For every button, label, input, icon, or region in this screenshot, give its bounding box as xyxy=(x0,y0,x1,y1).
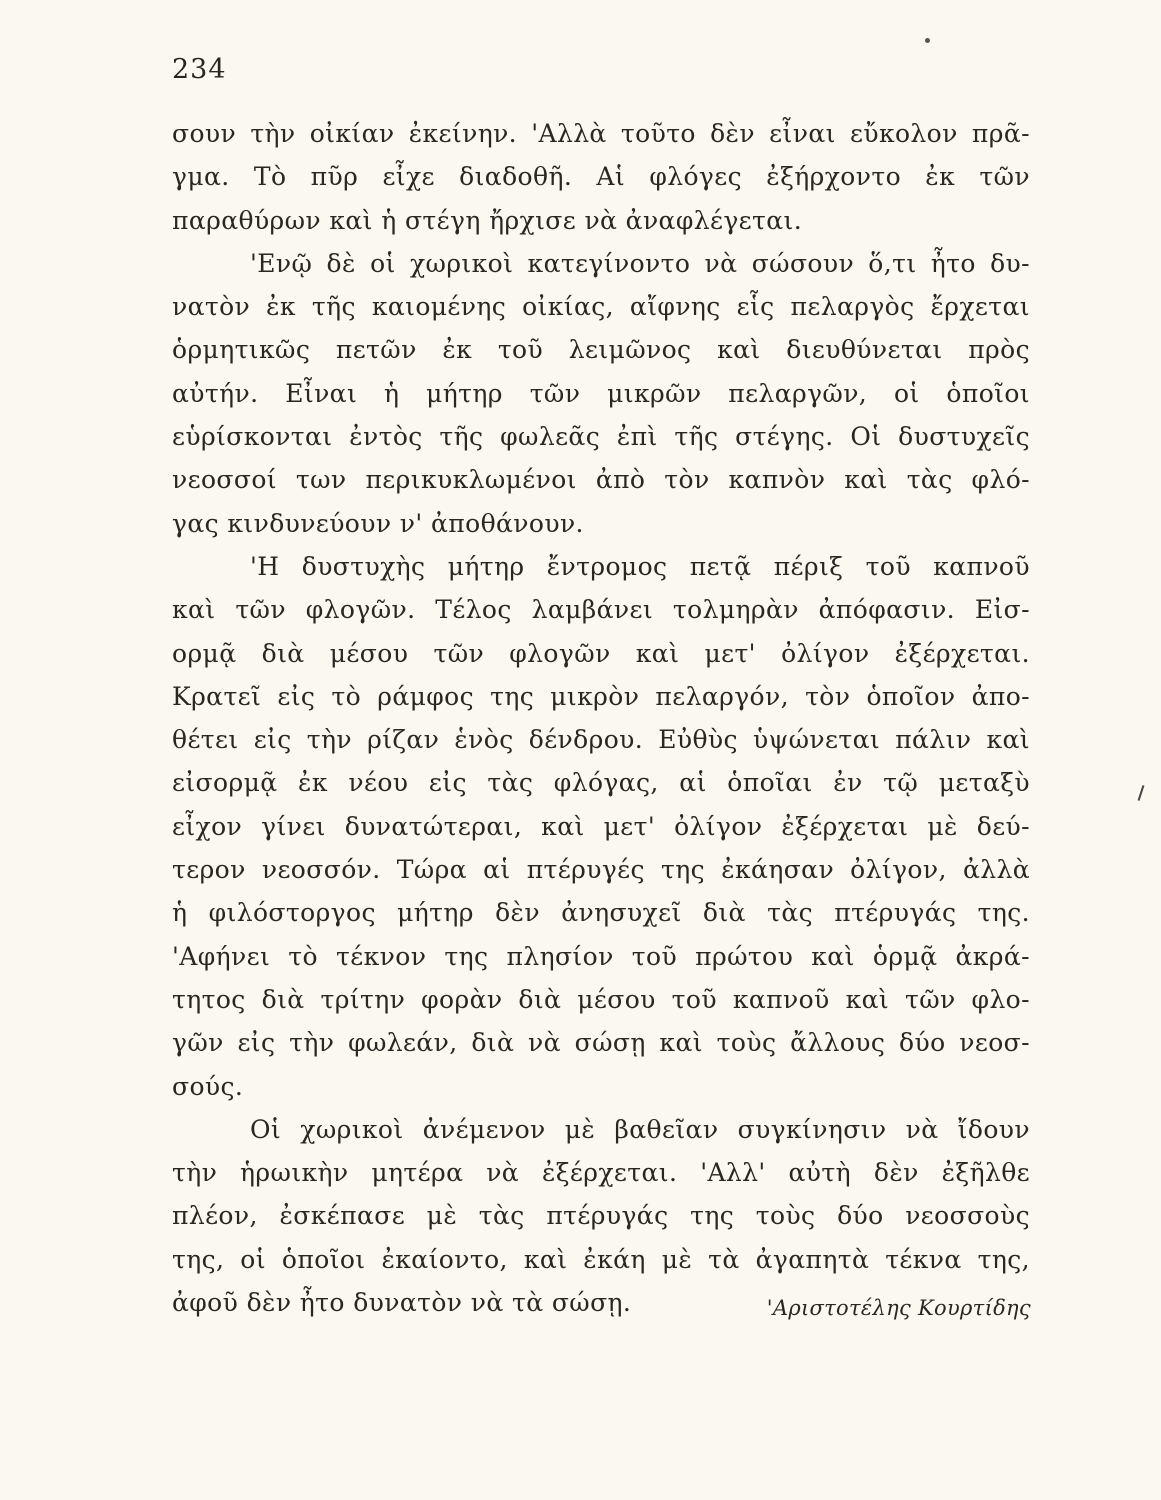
text-line: νατὸν ἐκ τῆς καιομένης οἰκίας, αἴφνης εἷς πελαργὸς ἔρχεται xyxy=(172,292,1030,322)
ink-dot xyxy=(925,38,930,43)
text-line: Οἱ χωρικοὶ ἀνέμενον μὲ βαθεῖαν συγκίνησιν νὰ ἴδουν xyxy=(250,1114,1030,1144)
text-line: θέτει εἰς τὴν ρίζαν ἑνὸς δένδρου. Εὐθὺς ὑψώνεται πάλιν καὶ xyxy=(172,725,1030,755)
author-signature: 'Αριστοτέλης Κουρτίδης xyxy=(766,1296,1031,1320)
text-line: παραθύρων καὶ ἡ στέγη ἤρχισε νὰ ἀναφλέγεται. xyxy=(172,205,803,235)
text-line: γμα. Τὸ πῦρ εἶχε διαδοθῆ. Αἱ φλόγες ἐξήρχοντο ἐκ τῶν xyxy=(172,162,1030,192)
text-line: καὶ τῶν φλογῶν. Τέλος λαμβάνει τολμηρὰν ἀπόφασιν. Εἰσ- xyxy=(172,595,1030,625)
text-line: γῶν εἰς τὴν φωλεάν, διὰ νὰ σώσῃ καὶ τοὺς ἄλλους δύο νεοσ- xyxy=(172,1028,1030,1058)
text-line: ἡ φιλόστοργος μήτηρ δὲν ἀνησυχεῖ διὰ τὰς πτέρυγάς της. xyxy=(172,898,1030,928)
text-line: εἶχον γίνει δυνατώτεραι, καὶ μετ' ὀλίγον ἐξέρχεται μὲ δεύ- xyxy=(172,811,1030,841)
story-text xyxy=(172,112,1030,1324)
text-line: ἀφοῦ δὲν ἦτο δυνατὸν νὰ τὰ σώσῃ. xyxy=(172,1288,632,1318)
text-line: τητος διὰ τρίτην φορὰν διὰ μέσου τοῦ καπνοῦ καὶ τῶν φλο- xyxy=(172,984,1030,1014)
text-line: πλέον, ἐσκέπασε μὲ τὰς πτέρυγάς της τοὺς δύο νεοσσοὺς xyxy=(172,1201,1030,1231)
text-line: 'Αφήνει τὸ τέκνον της πλησίον τοῦ πρώτου καὶ ὁρμᾷ ἀκρά- xyxy=(172,941,1030,971)
text-line: νεοσσοί των περικυκλωμένοι ἀπὸ τὸν καπνὸν καὶ τὰς φλό- xyxy=(172,465,1030,495)
text-line: σούς. xyxy=(172,1071,244,1101)
text-line: ορμᾷ διὰ μέσου τῶν φλογῶν καὶ μετ' ὀλίγον ἐξέρχεται. xyxy=(172,638,1030,668)
text-line: τερον νεοσσόν. Τώρα αἱ πτέρυγές της ἐκάησαν ὀλίγον, ἀλλὰ xyxy=(172,855,1030,885)
text-line: της, οἱ ὁποῖοι ἐκαίοντο, καὶ ἐκάη μὲ τὰ ἀγαπητὰ τέκνα της, xyxy=(172,1244,1030,1274)
text-line: Κρατεῖ εἰς τὸ ράμφος της μικρὸν πελαργόν, τὸν ὁποῖον ἀπο- xyxy=(172,681,1030,711)
text-line: 'Ενῷ δὲ οἱ χωρικοὶ κατεγίνοντο νὰ σώσουν ὅ,τι ἦτο δυ- xyxy=(250,248,1030,278)
margin-mark xyxy=(1138,785,1145,801)
text-line: ὁρμητικῶς πετῶν ἐκ τοῦ λειμῶνος καὶ διευθύνεται πρὸς xyxy=(172,335,1030,365)
text-line: 'Η δυστυχὴς μήτηρ ἔντρομος πετᾷ πέριξ τοῦ καπνοῦ xyxy=(250,551,1030,581)
text-line: σουν τὴν οἰκίαν ἐκείνην. 'Αλλὰ τοῦτο δὲν εἶναι εὔκολον πρᾶ- xyxy=(172,119,1030,148)
text-line: εἰσορμᾷ ἐκ νέου εἰς τὰς φλόγας, αἱ ὁποῖαι ἐν τῷ μεταξὺ xyxy=(172,768,1030,798)
page-number: 234 xyxy=(172,54,227,85)
text-line: γας κινδυνεύουν ν' ἀποθάνουν. xyxy=(172,508,584,538)
text-line: αὐτήν. Εἶναι ἡ μήτηρ τῶν μικρῶν πελαργῶν, οἱ ὁποῖοι xyxy=(172,378,1030,408)
text-line: εὑρίσκονται ἐντὸς τῆς φωλεᾶς ἐπὶ τῆς στέγης. Οἱ δυστυχεῖς xyxy=(172,422,1030,452)
text-line: τὴν ἡρωικὴν μητέρα νὰ ἐξέρχεται. 'Αλλ' αὐτὴ δὲν ἐξῆλθε xyxy=(172,1158,1030,1188)
